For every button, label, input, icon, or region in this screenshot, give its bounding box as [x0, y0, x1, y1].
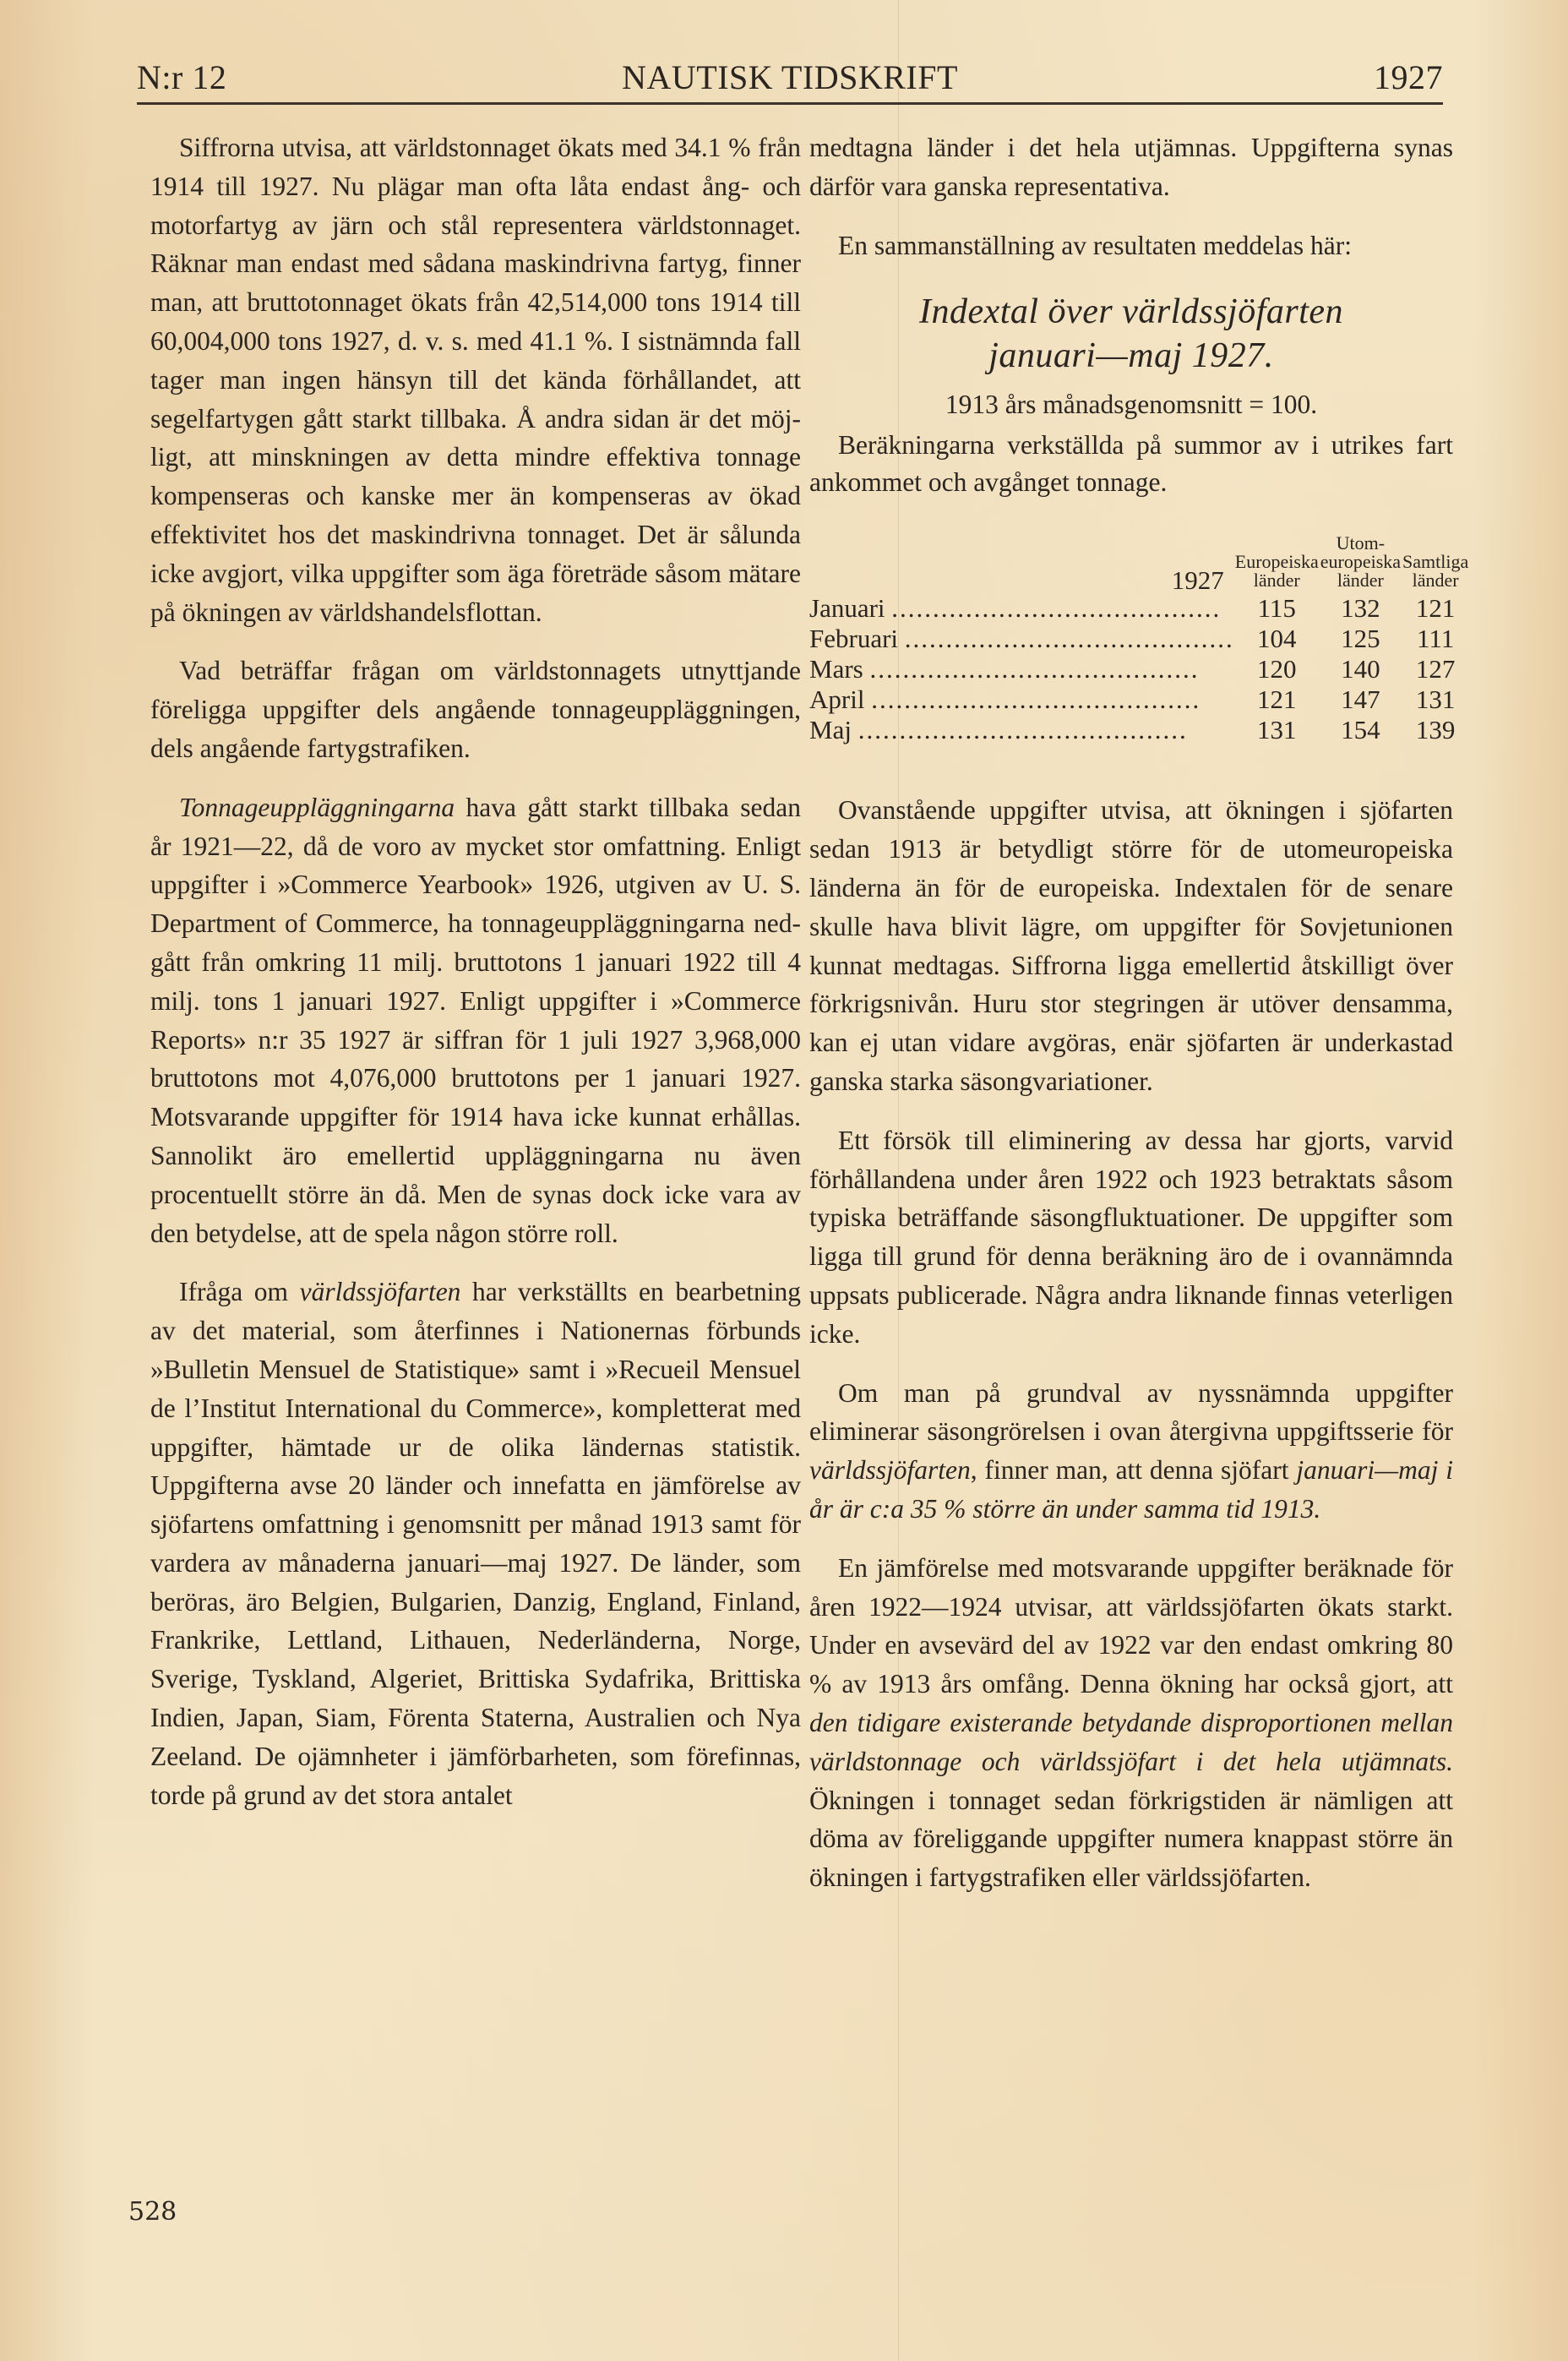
dot-leader: ........................................: [904, 624, 1234, 654]
paragraph: En sammanställning av resultaten meddelas här:: [838, 230, 1352, 260]
table-row: [809, 654, 1469, 684]
italic-emphasis: den tidigare existerande betydande disproportionen mellan världstonnage och världssjöfart i det hela utjämnats.: [809, 1707, 1453, 1776]
month-cell: April ........................................: [809, 684, 1201, 715]
value-cell: 147: [1341, 684, 1380, 715]
value-cell: 121: [1257, 684, 1297, 715]
value-cell: 115: [1257, 593, 1296, 624]
table-title: Indextal över världssjöfarten januari—maj 1927.: [918, 292, 1344, 376]
paragraph: Tonnageuppläggningarna hava gått starkt tillbaka sedan år 1921—22, då de voro av mycket stor omfattning. Enligt uppgifter i »Commerce Yearbook» 1926, utgiven av U. S. Department of Commerce, ha tonnageuppläggningarna nedgått från omkring 11 milj. bruttotons 1 januari 1922 till 4 milj. tons 1 januari 1927. Enligt uppgifter i »Commerce Reports» n:r 35 1927 är siffran för 1 juli 1927 3,968,000 bruttotons mot 4,076,000 bruttotons per 1 januari 1927. Motsvarande uppgifter för 1914 hava icke kunnat erhållas. Sannolikt äro emellertid uppläggningarna nu även procentuellt större än då. Men de synas dock icke vara av den betydelse, att de spela någon större roll.: [150, 792, 801, 1248]
value-cell: 120: [1257, 654, 1297, 684]
index-table: [809, 533, 1469, 745]
dot-leader: ........................................: [871, 684, 1201, 715]
index-table-block: [809, 290, 1469, 745]
header-year: 1927: [1374, 58, 1443, 96]
col-header-europe: Europeiska länder: [1234, 551, 1319, 592]
paragraph: Ifråga om världssjöfarten har verkställts en bearbetning av det material, som återfinnes i Nationernas förbunds »Bulletin Mensuel de Statistique» samt i »Recueil Mensuel de l’Institut International du Commerce», kompletterat med uppgifter, hämtade ur de olika ländernas statistik. Uppgifterna avse 20 länder och innefatta en jämförelse av sjöfartens omfattning i genomsnitt per månad 1913 samt för vardera av månaderna januari—maj 1927. De länder, som beröras, äro Belgien, Bulgarien, Danzig, England, Finland, Frankrike, Lettland, Lithauen, Nederländerna, Norge, Sverige, Tyskland, Algeriet, Brittiska Sydafrika, Brittiska Indien, Japan, Siam, Förenta Staterna, Australien och Nya Zeeland. De ojämnheter i jämförbarheten, som förefinnas, torde på grund av det stora antalet: [150, 1277, 802, 1810]
year-header: 1927: [1171, 565, 1224, 596]
table-row: [809, 593, 1469, 624]
value-cell: 131: [1415, 684, 1456, 715]
value-cell: 140: [1341, 654, 1380, 684]
journal-title: NAUTISK TIDSKRIFT: [622, 58, 958, 96]
dot-leader: ........................................: [869, 654, 1200, 684]
issue-number: N:r 12: [137, 58, 227, 96]
table-row: [809, 715, 1469, 745]
value-cell: 125: [1341, 624, 1380, 654]
month-cell: Februari ........................................: [809, 624, 1234, 654]
dot-leader: ........................................: [858, 715, 1188, 745]
paragraph: Om man på grundval av nyssnämnda uppgifter eliminerar säsongrörelsen i ovan återgivna uppgiftsserie för världssjöfarten, finner man, att denna sjöfart januari—maj i år är c:a 35 % större än under samma tid 1913.: [809, 1377, 1453, 1524]
paragraph: En jämförelse med motsvarande uppgifter beräknade för åren 1922—1924 utvisar, att världssjöfarten ökats starkt. Under en avsevärd del av 1922 var den endast omkring 80 % av 1913 års omfång. Denna ökning har också gjort, att den tidigare existerande betydande disproportionen mellan världstonnage och världssjöfart i det hela utjämnats. Ökningen i tonnaget sedan förkrigstiden är nämligen att döma av föreliggande uppgifter numera knappast större än ökningen i fartygstrafiken eller världssjöfarten.: [809, 1552, 1453, 1893]
value-cell: 132: [1341, 593, 1380, 624]
paragraph: Ett försök till eliminering av dessa har gjorts, varvid förhållandena under åren 1922 och 1923 betraktats såsom typiska beträffande säsongfluktuationer. De uppgifter som ligga till grund för denna beräkning äro de i ovannämnda uppsats publicerade. Några andra liknande finnas veterligen icke.: [809, 1125, 1453, 1349]
paragraph: Siffrorna utvisa, att världstonnaget ökats med 34.1 % från 1914 till 1927. Nu plägar man ofta låta endast ång- och motorfartyg av järn och stål representera världstonnaget. Räknar man endast med sådana maskindrivna fartyg, finner man, att bruttotonnaget ökats från 42,514,000 tons 1914 till 60,004,000 tons 1927, d. v. s. med 41.1 %. I sistnämnda fall tager man ingen hänsyn till det kända förhållandet, att segelfartygen gått starkt tillbaka. Å andra sidan är det möjligt, att minskningen av detta mindre effektiva tonnage kompenseras och kanske mer än kompenseras av ökad effektivitet hos det maskindrivna tonnaget. Det är sålunda icke avgjort, vilka uppgifter som äga företräde såsom mätare på ökningen av världshandelsflottan.: [150, 133, 801, 627]
value-cell: 121: [1415, 593, 1456, 624]
value-cell: 139: [1415, 715, 1456, 745]
dot-leader: ........................................: [891, 593, 1222, 624]
table-method-note: Beräkningarna verkställda på summor av i utrikes fart ankommet och avgånget tonnage.: [809, 430, 1453, 498]
header-rule: [137, 102, 1443, 105]
value-cell: 104: [1257, 624, 1297, 654]
left-column: [150, 128, 801, 1835]
page-number: 528: [128, 2197, 177, 2227]
italic-term: Tonnageuppläggningarna: [179, 792, 455, 822]
value-cell: 127: [1415, 654, 1456, 684]
italic-term: världssjöfarten: [299, 1277, 461, 1307]
table-header-row: [809, 533, 1469, 593]
italic-emphasis: januari—maj i år är c:a 35 % större än under samma tid 1913.: [809, 1455, 1453, 1524]
value-cell: 131: [1257, 715, 1297, 745]
table-base-note: 1913 års månadsgenomsnitt = 100.: [945, 390, 1318, 420]
italic-term: världssjöfarten: [809, 1455, 971, 1486]
month-cell: Mars ........................................: [809, 654, 1200, 684]
col-header-all: Samtliga länder: [1402, 551, 1469, 592]
month-cell: Januari ........................................: [809, 593, 1222, 624]
table-row: [809, 684, 1469, 715]
paragraph: medtagna länder i det hela utjämnas. Uppgifterna synas därför vara ganska representativa.: [809, 133, 1453, 201]
month-cell: Maj ........................................: [809, 715, 1188, 745]
paragraph: Ovanstående uppgifter utvisa, att ökningen i sjöfarten sedan 1913 är betydligt större för de utomeuropeiska länderna än för de europeiska. Indextalen för de senare skulle hava blivit lägre, om uppgifter för Sovjetunionen kunnat medtagas. Siffrorna ligga emellertid åtskilligt över förkrigsnivån. Huru stor stegringen är utöver densamma, kan ej utan vidare avgöras, enär sjöfarten är underkastad ganska starka säsongvariationer.: [809, 795, 1453, 1096]
table-row: [809, 624, 1469, 654]
value-cell: 111: [1417, 624, 1455, 654]
right-column: [809, 128, 1469, 1917]
col-header-non-europe: Utom-europeiska länder: [1320, 532, 1402, 592]
paragraph: Vad beträffar frågan om världstonnagets utnyttjande föreligga uppgifter dels angående tonnageuppläggningen, dels angående fartygstrafiken.: [150, 656, 801, 763]
value-cell: 154: [1341, 715, 1380, 745]
running-header: [137, 52, 1443, 103]
